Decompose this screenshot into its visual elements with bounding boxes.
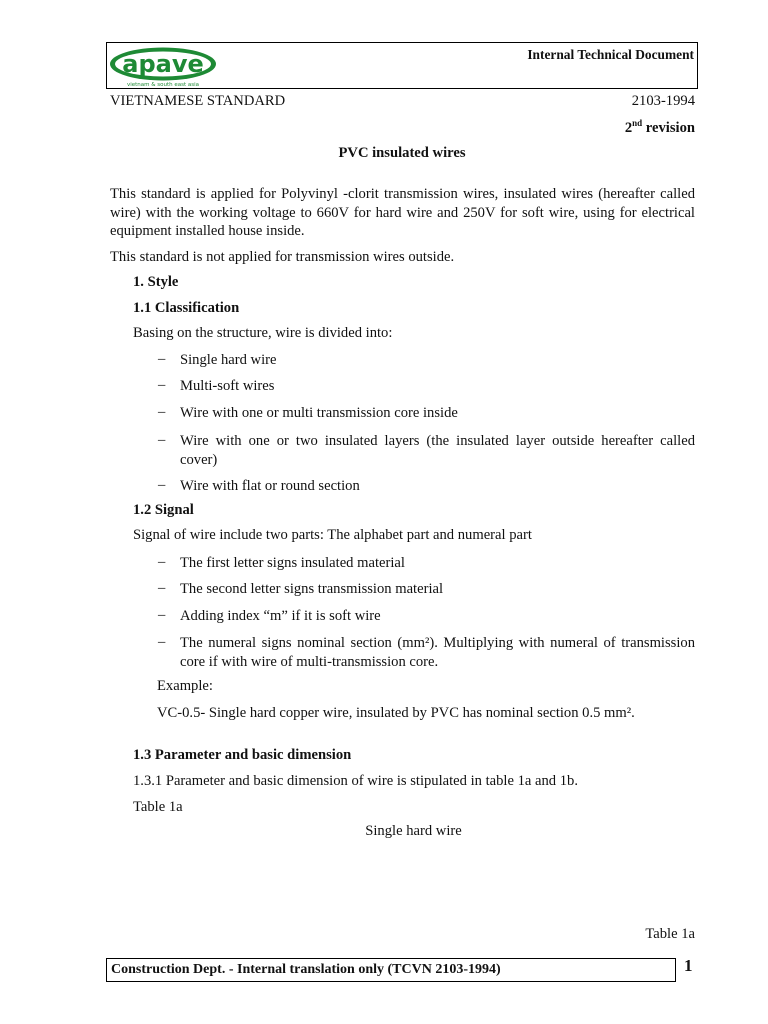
list-item: Wire with flat or round section	[180, 478, 360, 494]
section-1-3-heading: 1.3 Parameter and basic dimension	[133, 747, 352, 763]
list-bullet: –	[158, 351, 166, 367]
footer-box: Construction Dept. - Internal translation only (TCVN 2103-1994)	[106, 958, 676, 982]
list-item: Adding index “m” if it is soft wire	[180, 608, 381, 624]
revision-number: 2	[624, 120, 633, 136]
section-1-1-heading: 1.1 Classification	[133, 300, 240, 316]
list-item: The numeral signs nominal section (mm²). Multiplying with numeral of transmission core if with wire of multi-transmission core.	[180, 635, 695, 670]
standard-number: 2103-1994	[631, 93, 695, 109]
standard-name: VIETNAMESE STANDARD	[110, 93, 286, 109]
list-item: Wire with one or multi transmission core inside	[180, 405, 458, 421]
list-bullet: –	[158, 607, 166, 623]
list-bullet: –	[158, 554, 166, 570]
list-bullet: –	[158, 377, 166, 393]
example-label: Example:	[157, 678, 213, 694]
list-item: The second letter signs transmission material	[180, 581, 444, 597]
scope-paragraph: This standard is not applied for transmission wires outside.	[110, 249, 455, 265]
list-item: Multi-soft wires	[180, 378, 275, 394]
section-1-3-1-text: 1.3.1 Parameter and basic dimension of wire is stipulated in table 1a and 1b.	[133, 773, 578, 789]
table-label: Table 1a	[133, 799, 183, 815]
list-bullet: –	[158, 580, 166, 596]
revision-word: revision	[645, 120, 695, 136]
list-item: The first letter signs insulated material	[180, 555, 405, 571]
intro-paragraph: This standard is applied for Polyvinyl -clorit transmission wires, insulated wires (hereafter called wire) with the working voltage to 660V for hard wire and 250V for soft wire, using for electrical equipment installed house inside.	[110, 186, 695, 240]
section-1-heading: 1. Style	[133, 274, 179, 290]
logo-tagline: vietnam & south east asia	[126, 82, 200, 88]
page-number: 1	[684, 956, 693, 975]
section-1-2-text: Signal of wire include two parts: The alphabet part and numeral part	[133, 527, 532, 543]
section-1-2-heading: 1.2 Signal	[133, 502, 194, 518]
table-label-right: Table 1a	[645, 926, 695, 942]
list-bullet: –	[158, 404, 166, 420]
table-caption: Single hard wire	[365, 823, 462, 839]
section-1-1-text: Basing on the structure, wire is divided into:	[133, 325, 393, 341]
list-bullet: –	[158, 634, 166, 650]
revision-suffix: nd	[632, 118, 643, 128]
document-title: PVC insulated wires	[338, 145, 466, 161]
list-item: Single hard wire	[180, 352, 277, 368]
apave-logo	[108, 46, 218, 88]
list-item: Wire with one or two insulated layers (the insulated layer outside hereafter called cover)	[180, 433, 695, 468]
revision-label	[625, 118, 695, 137]
logo-text: apave	[122, 50, 204, 78]
list-bullet: –	[158, 477, 166, 493]
document-type-label: Internal Technical Document	[527, 47, 694, 62]
standard-line	[110, 93, 695, 110]
list-bullet: –	[158, 432, 166, 448]
example-text: VC-0.5- Single hard copper wire, insulated by PVC has nominal section 0.5 mm².	[157, 705, 635, 721]
